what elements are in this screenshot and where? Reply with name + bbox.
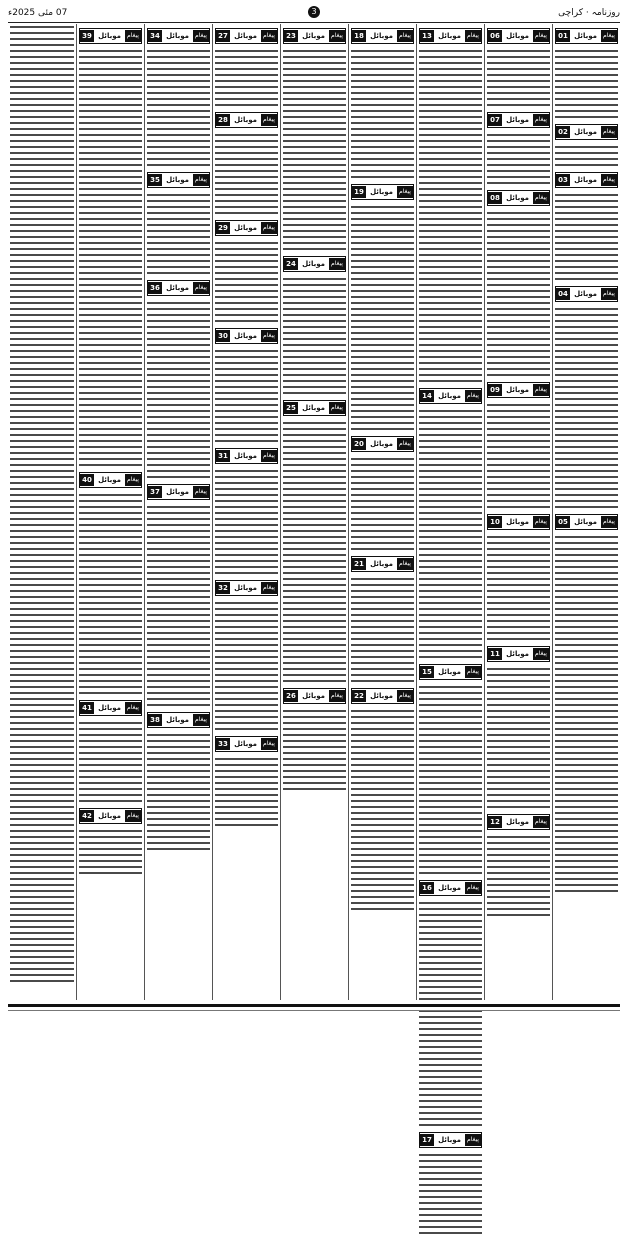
tender-header-12	[487, 814, 550, 830]
tender-body-text	[487, 666, 550, 810]
tender-header-06	[487, 28, 550, 44]
tender-icon: پیغام	[465, 666, 481, 678]
tender-body-text	[555, 48, 618, 120]
tender-number: 34	[148, 30, 162, 42]
tender-label: موبائل	[574, 518, 597, 526]
tender-label: موبائل	[506, 116, 529, 124]
tender-body-text	[351, 48, 414, 180]
tender-header-17	[419, 1132, 482, 1148]
tender-number: 29	[216, 222, 230, 234]
tender-label: موبائل	[370, 560, 393, 568]
tender-number: 13	[420, 30, 434, 42]
tender-number: 03	[556, 174, 570, 186]
columns-container	[8, 24, 620, 1144]
tender-icon: پیغام	[533, 30, 549, 42]
tender-icon: پیغام	[397, 558, 413, 570]
tender-header-30	[215, 328, 278, 344]
tender-icon: پیغام	[533, 192, 549, 204]
tender-icon: پیغام	[465, 30, 481, 42]
tender-body-text	[215, 468, 278, 576]
tender-label: موبائل	[438, 884, 461, 892]
tender-header-28	[215, 112, 278, 128]
tender-icon: پیغام	[125, 474, 141, 486]
tender-label: موبائل	[302, 260, 325, 268]
tender-body-text	[79, 492, 142, 696]
column-8	[76, 24, 144, 1000]
tender-number: 20	[352, 438, 366, 450]
column-4	[348, 24, 416, 1000]
tender-label: موبائل	[234, 32, 257, 40]
tender-icon: پیغام	[261, 114, 277, 126]
tender-number: 26	[284, 690, 298, 702]
tender-number: 28	[216, 114, 230, 126]
tender-number: 38	[148, 714, 162, 726]
tender-icon: پیغام	[397, 438, 413, 450]
tender-number: 06	[488, 30, 502, 42]
tender-label: موبائل	[234, 452, 257, 460]
tender-icon: پیغام	[261, 450, 277, 462]
tender-number: 17	[420, 1134, 434, 1146]
tender-body-text	[419, 1152, 482, 1236]
tender-body-text	[215, 348, 278, 444]
tender-label: موبائل	[438, 1136, 461, 1144]
tender-number: 16	[420, 882, 434, 894]
tender-number: 42	[80, 810, 94, 822]
tender-body-text	[419, 408, 482, 660]
tender-header-08	[487, 190, 550, 206]
tender-label: موبائل	[166, 716, 189, 724]
tender-body-text	[487, 534, 550, 642]
tender-number: 36	[148, 282, 162, 294]
tender-body-text	[215, 132, 278, 216]
column-5	[280, 24, 348, 1000]
column-9	[8, 24, 76, 1000]
tender-header-16	[419, 880, 482, 896]
tender-header-01	[555, 28, 618, 44]
tender-icon: پیغام	[193, 174, 209, 186]
tender-icon: پیغام	[465, 390, 481, 402]
tender-icon: پیغام	[329, 258, 345, 270]
tender-label: موبائل	[302, 32, 325, 40]
column-6	[212, 24, 280, 1000]
tender-header-22	[351, 688, 414, 704]
tender-header-13	[419, 28, 482, 44]
tender-number: 07	[488, 114, 502, 126]
tender-icon: پیغام	[261, 30, 277, 42]
tender-body-text	[419, 684, 482, 876]
tender-body-text	[487, 834, 550, 918]
tender-label: موبائل	[370, 692, 393, 700]
tender-header-25	[283, 400, 346, 416]
tender-body-text	[351, 708, 414, 912]
tender-body-text	[487, 48, 550, 108]
tender-header-05	[555, 514, 618, 530]
tender-icon: پیغام	[533, 384, 549, 396]
tender-header-29	[215, 220, 278, 236]
tender-icon: پیغام	[533, 114, 549, 126]
tender-label: موبائل	[234, 584, 257, 592]
tender-number: 37	[148, 486, 162, 498]
tender-body-text	[555, 534, 618, 894]
page-number-badge: 3	[308, 6, 320, 18]
tender-icon: پیغام	[125, 30, 141, 42]
tender-icon: پیغام	[261, 330, 277, 342]
tender-label: موبائل	[506, 818, 529, 826]
tender-body-text	[147, 192, 210, 276]
tender-header-27	[215, 28, 278, 44]
tender-icon: پیغام	[465, 1134, 481, 1146]
column-2	[484, 24, 552, 1000]
column-1	[552, 24, 620, 1000]
tender-icon: پیغام	[533, 648, 549, 660]
tender-icon: پیغام	[261, 582, 277, 594]
tender-label: موبائل	[166, 284, 189, 292]
tender-icon: پیغام	[125, 702, 141, 714]
tender-number: 32	[216, 582, 230, 594]
tender-body-text	[283, 276, 346, 396]
tender-body-text	[487, 210, 550, 378]
tender-icon: پیغام	[601, 516, 617, 528]
tender-header-38	[147, 712, 210, 728]
tender-number: 30	[216, 330, 230, 342]
tender-icon: پیغام	[193, 282, 209, 294]
tender-number: 11	[488, 648, 502, 660]
tender-header-07	[487, 112, 550, 128]
tender-header-03	[555, 172, 618, 188]
tender-body-text	[79, 828, 142, 876]
tender-label: موبائل	[506, 194, 529, 202]
tender-icon: پیغام	[397, 690, 413, 702]
tender-label: موبائل	[506, 32, 529, 40]
tender-body-text	[79, 48, 142, 468]
tender-body-text	[147, 732, 210, 852]
tender-header-24	[283, 256, 346, 272]
tender-body-text	[351, 456, 414, 552]
tender-header-11	[487, 646, 550, 662]
tender-label: موبائل	[166, 32, 189, 40]
tender-header-23	[283, 28, 346, 44]
tender-body-text	[215, 240, 278, 324]
tender-header-15	[419, 664, 482, 680]
tender-body-text	[283, 48, 346, 252]
tender-label: موبائل	[506, 650, 529, 658]
tender-icon: پیغام	[533, 516, 549, 528]
tender-body-text	[10, 24, 74, 984]
tender-header-37	[147, 484, 210, 500]
masthead-paper-name: روزنامہ · کراچی	[558, 8, 620, 18]
footer-rule	[8, 1004, 620, 1007]
tender-label: موبائل	[234, 740, 257, 748]
tender-number: 39	[80, 30, 94, 42]
tender-number: 08	[488, 192, 502, 204]
tender-number: 10	[488, 516, 502, 528]
tender-icon: پیغام	[193, 30, 209, 42]
tender-number: 31	[216, 450, 230, 462]
tender-icon: پیغام	[193, 486, 209, 498]
tender-number: 25	[284, 402, 298, 414]
tender-header-02	[555, 124, 618, 140]
tender-header-20	[351, 436, 414, 452]
tender-number: 22	[352, 690, 366, 702]
tender-header-04	[555, 286, 618, 302]
tender-label: موبائل	[98, 32, 121, 40]
tender-header-41	[79, 700, 142, 716]
tender-label: موبائل	[234, 224, 257, 232]
tender-label: موبائل	[370, 188, 393, 196]
tender-label: موبائل	[166, 488, 189, 496]
tender-header-39	[79, 28, 142, 44]
tender-header-32	[215, 580, 278, 596]
tender-number: 35	[148, 174, 162, 186]
tender-icon: پیغام	[533, 816, 549, 828]
tender-number: 24	[284, 258, 298, 270]
tender-label: موبائل	[98, 476, 121, 484]
tender-body-text	[555, 144, 618, 168]
tender-icon: پیغام	[261, 738, 277, 750]
tender-label: موبائل	[302, 692, 325, 700]
tender-number: 14	[420, 390, 434, 402]
tender-body-text	[147, 48, 210, 168]
tender-number: 02	[556, 126, 570, 138]
tender-body-text	[555, 306, 618, 510]
tender-number: 19	[352, 186, 366, 198]
tender-number: 04	[556, 288, 570, 300]
tender-number: 12	[488, 816, 502, 828]
paper-city: کراچی	[558, 8, 583, 18]
tender-label: موبائل	[370, 32, 393, 40]
tender-icon: پیغام	[193, 714, 209, 726]
tender-body-text	[351, 204, 414, 432]
tender-header-40	[79, 472, 142, 488]
tender-body-text	[147, 300, 210, 480]
tender-icon: پیغام	[465, 882, 481, 894]
tender-number: 18	[352, 30, 366, 42]
tender-label: موبائل	[98, 812, 121, 820]
tender-label: موبائل	[438, 392, 461, 400]
tender-header-09	[487, 382, 550, 398]
tender-label: موبائل	[234, 332, 257, 340]
tender-number: 33	[216, 738, 230, 750]
tender-number: 15	[420, 666, 434, 678]
tender-label: موبائل	[506, 518, 529, 526]
tender-number: 23	[284, 30, 298, 42]
tender-label: موبائل	[98, 704, 121, 712]
column-7	[144, 24, 212, 1000]
tender-body-text	[351, 576, 414, 684]
tender-header-18	[351, 28, 414, 44]
tender-number: 09	[488, 384, 502, 396]
tender-body-text	[487, 402, 550, 510]
tender-icon: پیغام	[397, 186, 413, 198]
tender-icon: پیغام	[601, 30, 617, 42]
tender-body-text	[215, 600, 278, 732]
tender-body-text	[283, 420, 346, 684]
tender-label: موبائل	[574, 128, 597, 136]
masthead-date	[8, 6, 67, 20]
bottom-strip	[8, 1010, 620, 1021]
tender-label: موبائل	[574, 32, 597, 40]
tender-body-text	[79, 720, 142, 804]
tender-icon: پیغام	[601, 126, 617, 138]
tender-body-text	[215, 756, 278, 828]
tender-icon: پیغام	[329, 690, 345, 702]
tender-header-10	[487, 514, 550, 530]
tender-icon: پیغام	[261, 222, 277, 234]
tender-label: موبائل	[438, 668, 461, 676]
tender-number: 27	[216, 30, 230, 42]
tender-header-19	[351, 184, 414, 200]
tender-header-34	[147, 28, 210, 44]
paper-name: روزنامہ	[591, 8, 620, 18]
tender-header-42	[79, 808, 142, 824]
tender-number: 01	[556, 30, 570, 42]
tender-icon: پیغام	[397, 30, 413, 42]
tender-label: موبائل	[438, 32, 461, 40]
tender-label: موبائل	[370, 440, 393, 448]
tender-header-14	[419, 388, 482, 404]
tender-label: موبائل	[234, 116, 257, 124]
column-3	[416, 24, 484, 1144]
tender-icon: پیغام	[329, 30, 345, 42]
tender-number: 05	[556, 516, 570, 528]
tender-label: موبائل	[302, 404, 325, 412]
tender-label: موبائل	[574, 176, 597, 184]
tender-body-text	[283, 708, 346, 792]
tender-number: 41	[80, 702, 94, 714]
tender-number: 40	[80, 474, 94, 486]
tender-body-text	[147, 504, 210, 708]
tender-body-text	[487, 132, 550, 186]
tender-header-35	[147, 172, 210, 188]
tender-icon: پیغام	[329, 402, 345, 414]
tender-header-36	[147, 280, 210, 296]
tender-body-text	[215, 48, 278, 108]
issue-date: 07 مئی 2025ء	[8, 8, 68, 18]
tender-header-21	[351, 556, 414, 572]
tender-label: موبائل	[506, 386, 529, 394]
tender-label: موبائل	[574, 290, 597, 298]
tender-label: موبائل	[166, 176, 189, 184]
tender-body-text	[555, 192, 618, 282]
tender-body-text	[419, 48, 482, 384]
tender-icon: پیغام	[125, 810, 141, 822]
tender-icon: پیغام	[601, 174, 617, 186]
tender-header-26	[283, 688, 346, 704]
tender-number: 21	[352, 558, 366, 570]
tender-icon: پیغام	[601, 288, 617, 300]
tender-header-31	[215, 448, 278, 464]
tender-header-33	[215, 736, 278, 752]
